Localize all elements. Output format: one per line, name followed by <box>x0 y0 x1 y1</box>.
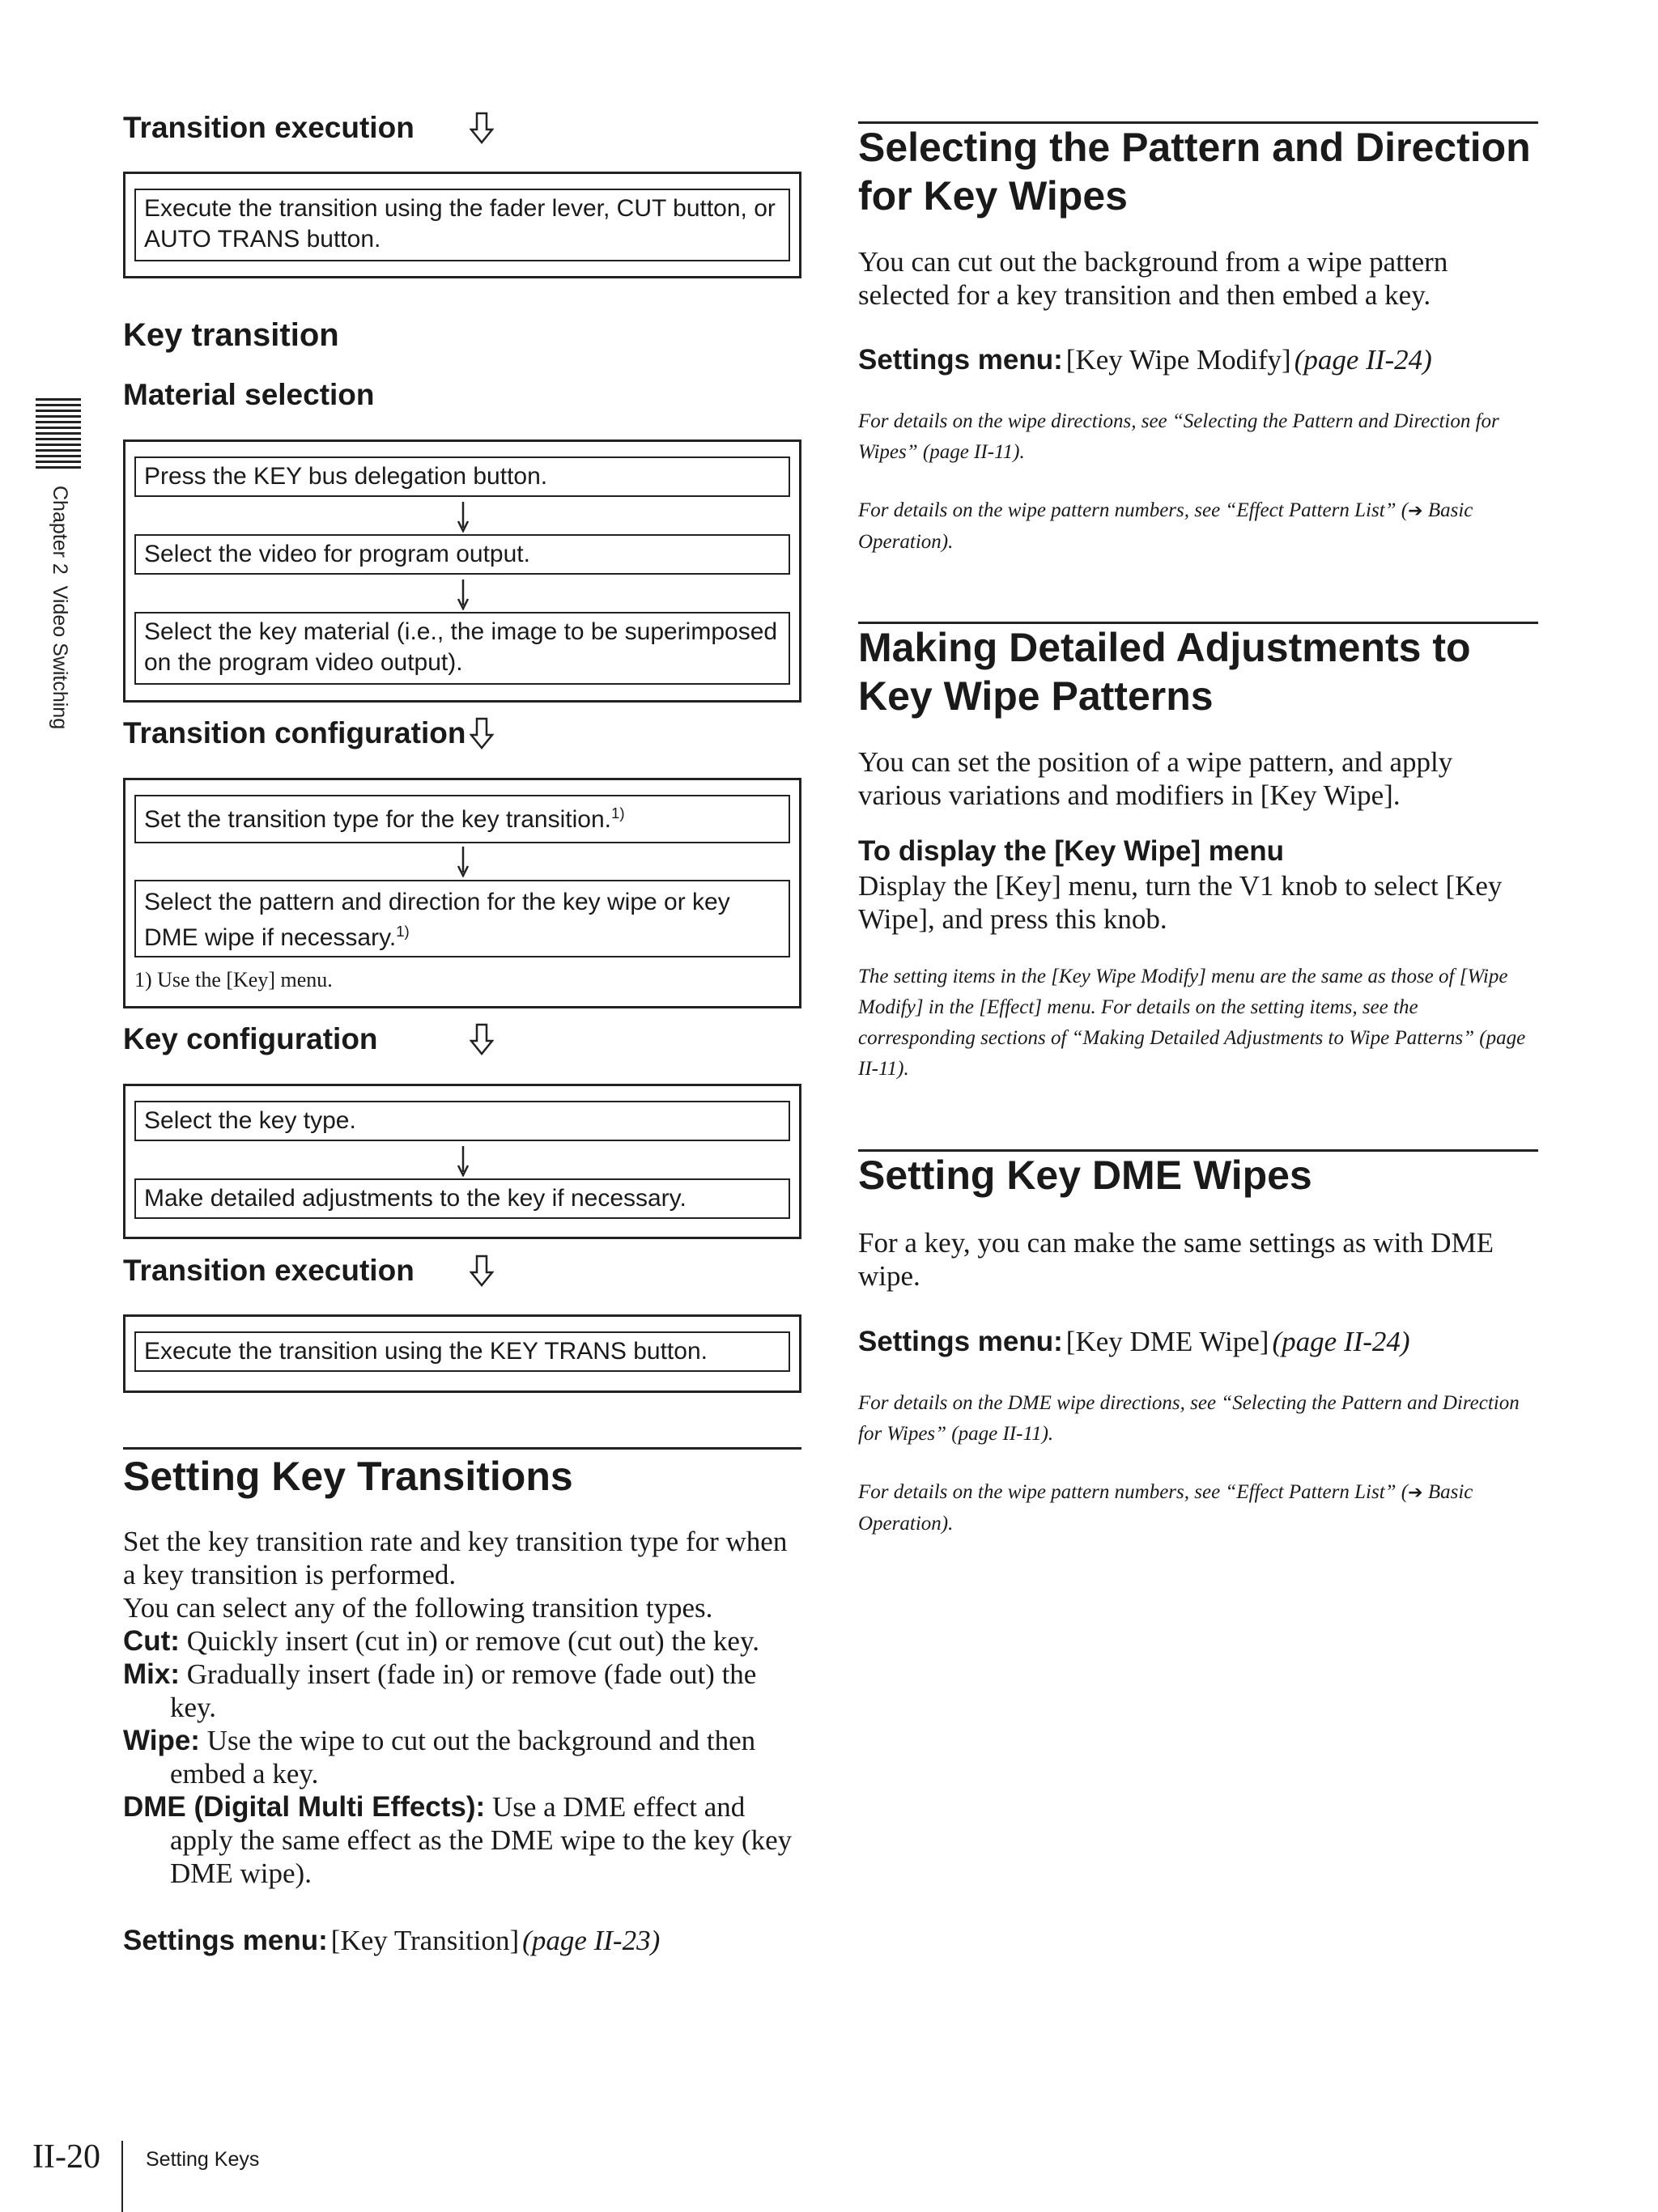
section-body: Display the [Key] menu, turn the V1 knob to select [Key Wipe], and press this knob. <box>858 870 1503 935</box>
section-title: Making Detailed Adjustments to Key Wipe Patterns <box>858 625 1471 719</box>
definition-text: Quickly insert (cut in) or remove (cut out) the key. <box>186 1625 759 1657</box>
section-title: Setting Key DME Wipes <box>858 1153 1312 1198</box>
flow-step: Execute the transition using the fader lever, CUT button, or AUTO TRANS button. <box>134 189 790 261</box>
footnote-mark: 1) <box>610 805 625 822</box>
flow-step: Select the key type. <box>134 1101 790 1141</box>
footnote-mark: 1) <box>396 923 410 940</box>
note: The setting items in the [Key Wipe Modify] menu are the same as those of [Wipe Modify] in the [Effect] menu. For details on the setting items, see the corresponding sections of “Making Detailed Adjustments to Wipe Patterns” (page II-11). <box>858 966 1526 1080</box>
flow-step-text: Set the transition type for the key transition. <box>144 806 611 833</box>
footnote: 1) Use the [Key] menu. <box>134 968 333 991</box>
section-rule <box>123 1447 801 1450</box>
heading-transition-execution: Transition execution <box>123 111 414 144</box>
settings-label: Settings menu: <box>123 1925 328 1956</box>
down-arrow-icon <box>455 500 471 533</box>
settings-page-ref: (page II-24) <box>1294 344 1432 376</box>
paragraph: Set the key transition rate and key transition type for when a key transition is performed. <box>123 1526 788 1590</box>
settings-label: Settings menu: <box>858 1326 1063 1357</box>
note-text: Basic Operation). <box>858 1481 1473 1535</box>
hollow-arrow-icon <box>470 717 494 749</box>
heading-key-transition: Key transition <box>123 317 339 353</box>
settings-value: [Key Transition] <box>330 1925 520 1956</box>
flow-step <box>134 880 790 957</box>
section-body: For a key, you can make the same settings as with DME wipe. <box>858 1227 1494 1292</box>
section-body <box>123 1525 801 1890</box>
definition-term: Mix: <box>123 1658 180 1690</box>
heading-key-configuration: Key configuration <box>123 1022 378 1055</box>
down-arrow-icon <box>455 845 471 877</box>
subheading: To display the [Key Wipe] menu <box>858 835 1285 867</box>
hollow-arrow-icon <box>470 1255 494 1287</box>
definition-text: Use a DME effect and apply the same effect as the DME wipe to the key (key DME wipe). <box>170 1791 793 1889</box>
down-arrow-icon <box>455 1144 471 1177</box>
settings-page-ref: (page II-23) <box>522 1925 661 1956</box>
section-body: You can cut out the background from a wipe pattern selected for a key transition and then embed a key. <box>858 246 1448 311</box>
hollow-arrow-icon <box>470 1023 494 1055</box>
page-number: II-20 <box>32 2138 100 2176</box>
note <box>858 1477 1538 1539</box>
definition-text: Use the wipe to cut out the background and then embed a key. <box>170 1725 756 1790</box>
definition-term: DME (Digital Multi Effects): <box>123 1791 486 1823</box>
footer-divider <box>121 2141 123 2212</box>
settings-value: [Key DME Wipe] <box>1065 1326 1269 1357</box>
side-tab-bars <box>36 398 81 471</box>
heading-transition-configuration: Transition configuration <box>123 716 466 749</box>
settings-menu-line <box>858 344 1432 376</box>
heading-transition-execution: Transition execution <box>123 1254 414 1287</box>
side-tab-label: Chapter 2 Video Switching <box>49 486 71 730</box>
definition-item <box>123 1624 801 1658</box>
settings-label: Settings menu: <box>858 344 1063 376</box>
flow-step: Select the video for program output. <box>134 534 790 575</box>
right-arrow-icon: ➔ <box>1408 1483 1423 1503</box>
definition-term: Cut: <box>123 1625 180 1657</box>
hollow-arrow-icon <box>470 112 494 144</box>
note: For details on the wipe directions, see “Selecting the Pattern and Direction for Wipes” (page II-11). <box>858 410 1499 463</box>
settings-page-ref: (page II-24) <box>1272 1326 1410 1357</box>
note-text: For details on the wipe pattern numbers, see “Effect Pattern List” ( <box>858 499 1409 521</box>
note: For details on the DME wipe directions, see “Selecting the Pattern and Direction for Wipes” (page II-11). <box>858 1392 1520 1445</box>
settings-menu-line <box>858 1326 1410 1358</box>
paragraph: You can select any of the following transition types. <box>123 1592 713 1624</box>
flow-step <box>134 795 790 843</box>
definition-term: Wipe: <box>123 1725 200 1756</box>
definition-text: Gradually insert (fade in) or remove (fade out) the key. <box>170 1658 757 1723</box>
flow-step: Select the key material (i.e., the image to be superimposed on the program video output). <box>134 612 790 685</box>
footer-section: Setting Keys <box>146 2148 260 2171</box>
definition-item <box>123 1790 801 1890</box>
down-arrow-icon <box>455 578 471 610</box>
flow-step: Press the KEY bus delegation button. <box>134 456 790 497</box>
definition-item <box>123 1658 801 1724</box>
flow-step: Make detailed adjustments to the key if necessary. <box>134 1178 790 1219</box>
note <box>858 495 1538 558</box>
note-text: For details on the wipe pattern numbers, see “Effect Pattern List” ( <box>858 1481 1409 1503</box>
section-body: You can set the position of a wipe pattern, and apply various variations and modifiers in [Key Wipe]. <box>858 746 1453 811</box>
section-title: Setting Key Transitions <box>123 1454 573 1499</box>
flow-step-text: Select the pattern and direction for the key wipe or key DME wipe if necessary. <box>144 889 730 951</box>
settings-value: [Key Wipe Modify] <box>1065 344 1291 376</box>
flow-step: Execute the transition using the KEY TRANS button. <box>134 1331 790 1372</box>
note-text: Basic Operation). <box>858 499 1473 553</box>
right-arrow-icon: ➔ <box>1408 501 1423 521</box>
section-title: Selecting the Pattern and Direction for Key Wipes <box>858 125 1531 219</box>
settings-menu-line <box>123 1925 660 1957</box>
definition-item <box>123 1724 801 1790</box>
heading-material-selection: Material selection <box>123 378 375 411</box>
